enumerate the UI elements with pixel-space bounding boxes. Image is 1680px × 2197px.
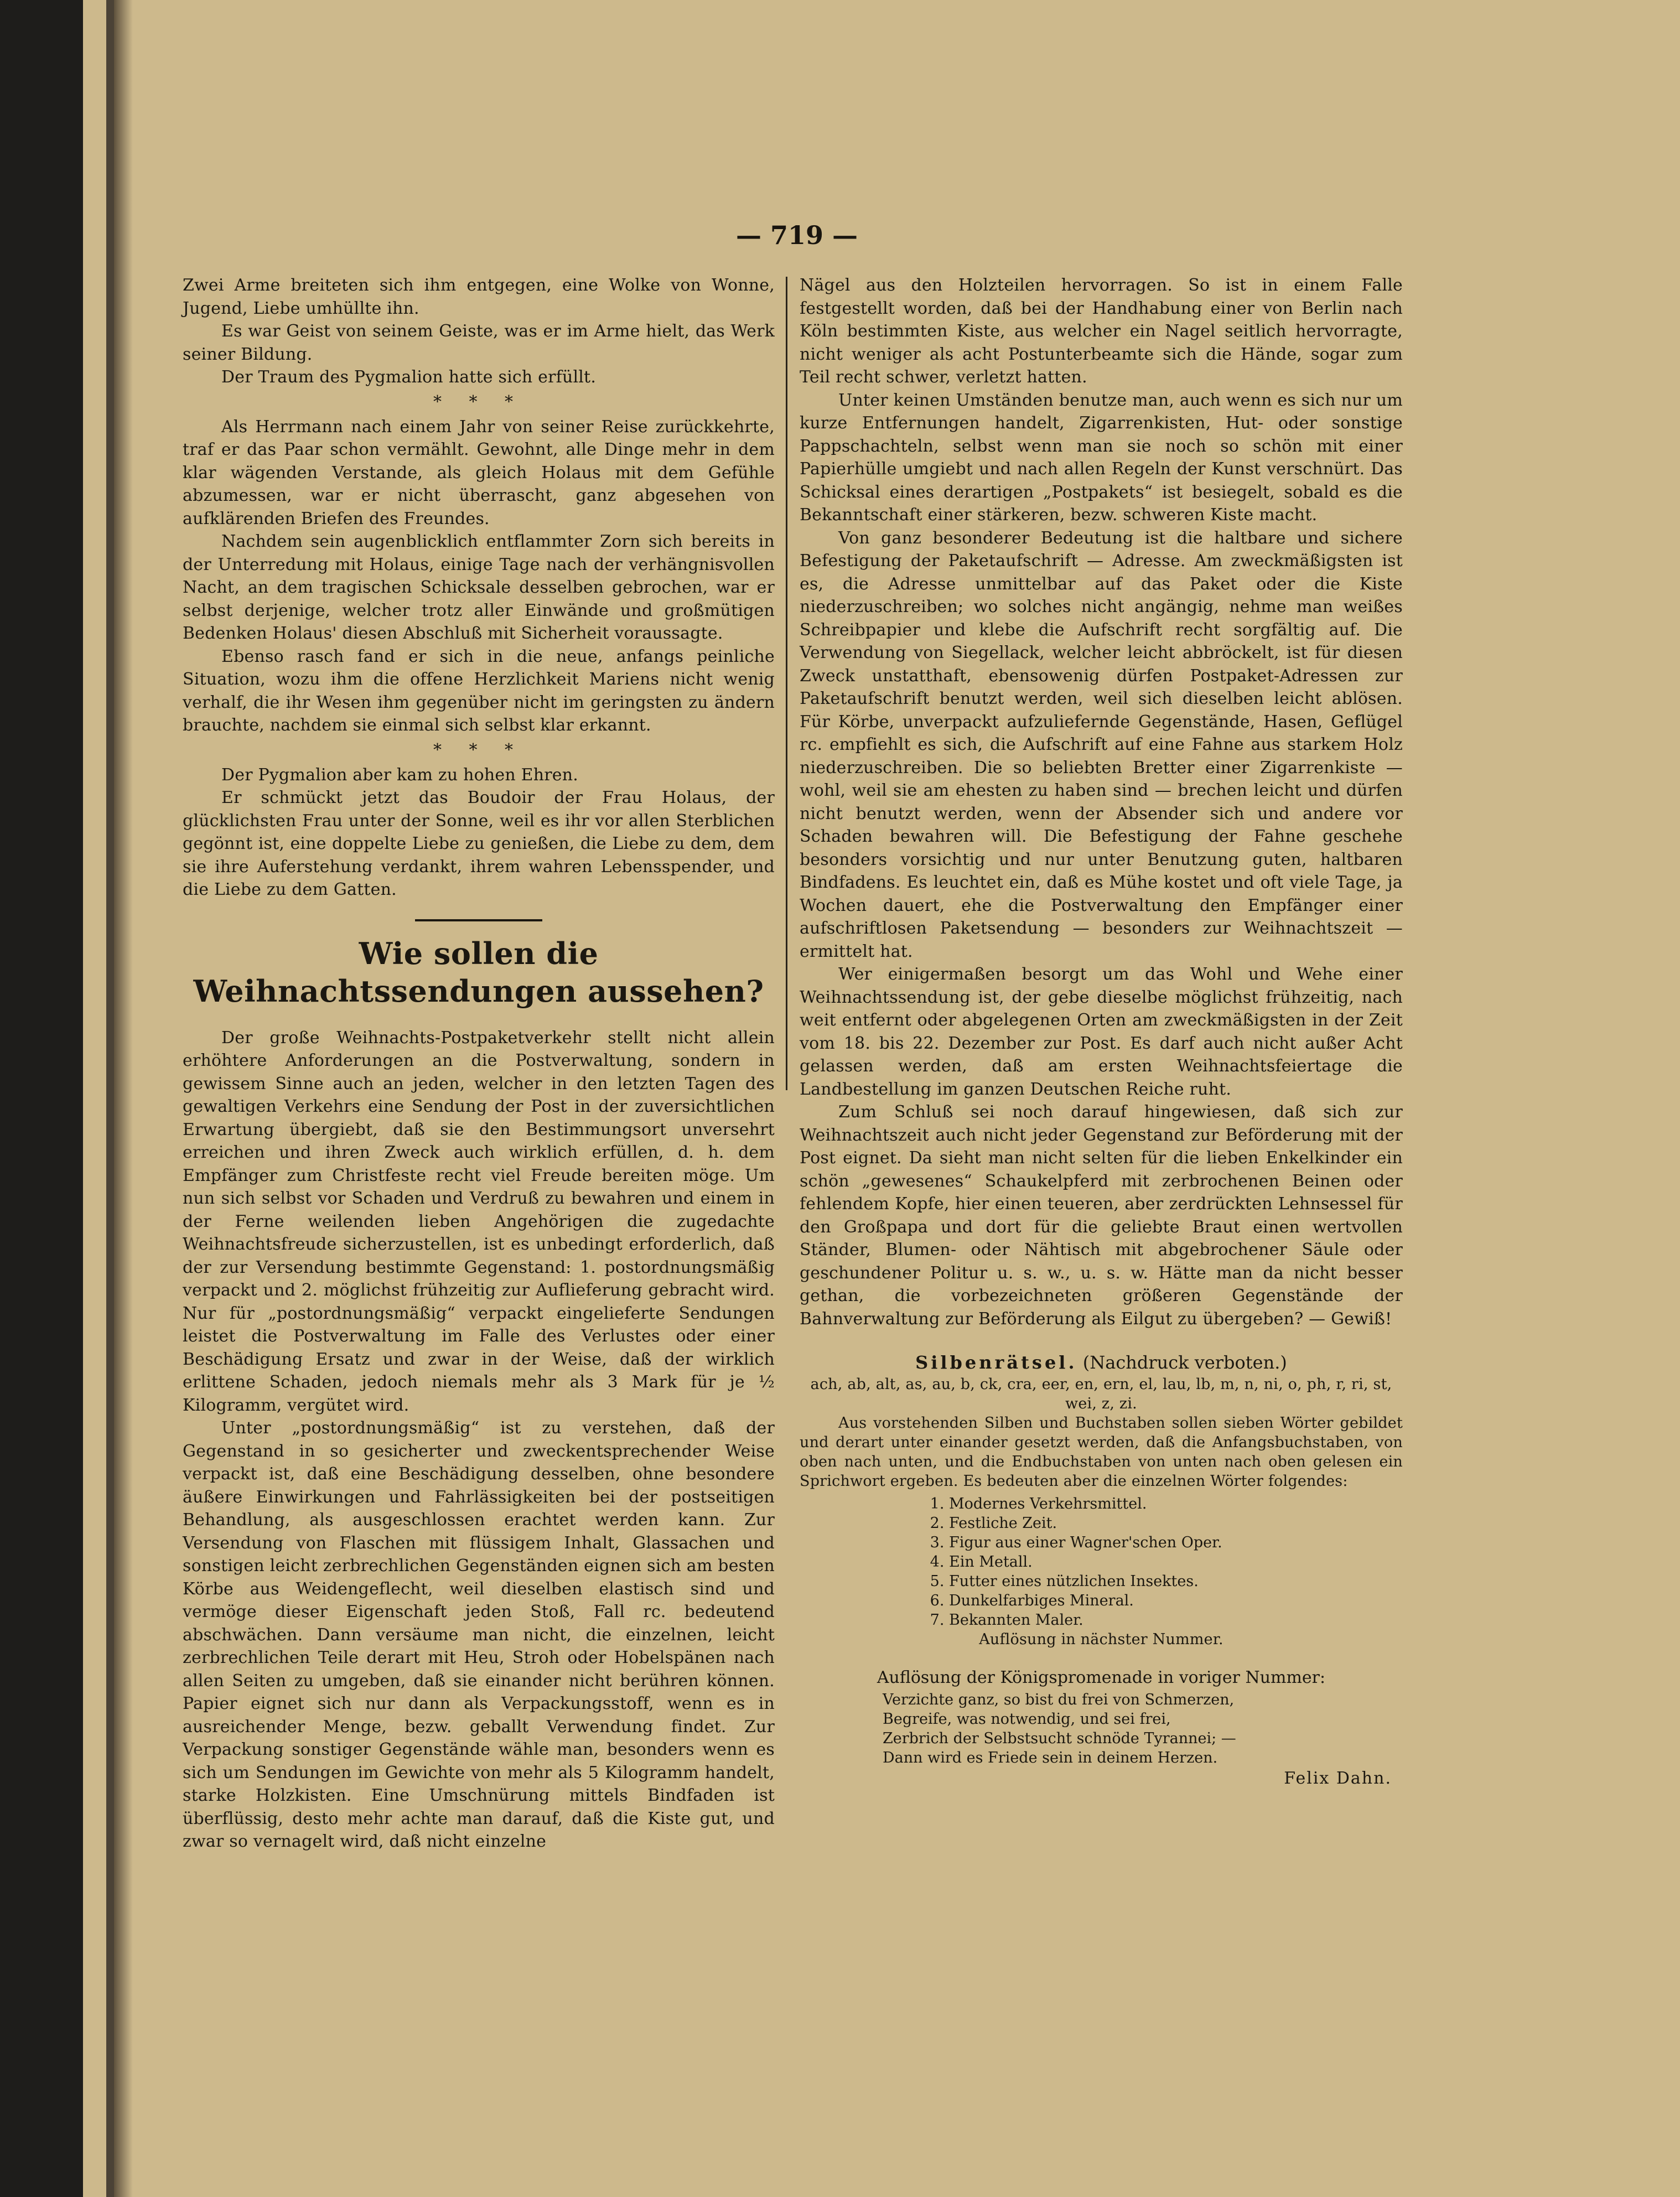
article-paragraph: Wer einigermaßen besorgt um das Wohl und Wehe einer Weihnachtssendung ist, der gebe dieselbe möglichst frühzeitig, nach weit entfernt oder abgelegenen Orten am zweckmäßigsten in der Zeit vom 18. bis 22. Dezember zur Post. Es darf auch nicht außer Acht gelassen werden, daß am ersten Weihnachtsfeiertage die Landbestellung im ganzen Deutschen Reiche ruht. xyxy=(800,965,1403,1099)
article-paragraph: Der große Weihnachts-Postpaketverkehr stellt nicht allein erhöhtere Anforderungen an die Postverwaltung, sondern in gewissem Sinne auch an jeden, welcher in den letzten Tagen des gewaltigen Verkehrs eine Sendung der Post in der zuversichtlichen Erwartung übergiebt, daß sie den Bestimmungsort unversehrt erreichen und ihren Zweck auch wirklich erfüllen, d. h. dem Empfänger zum Christfeste recht viel Freude bereiten möge. Um nun sich selbst vor Schaden und Verdruß zu bewahren und einem in der Ferne weilenden lieben Angehörigen die zugedachte Weihnachtsfreude sicherzustellen, ist es unbedingt erforderlich, daß der zur Versendung bestimmte Gegenstand: 1. postordnungsmäßig verpackt und 2. möglichst frühzeitig zur Auflieferung gebracht wird. Nur für „postordnungsmäßig“ verpackt eingelieferte Sendungen leistet die Postverwaltung im Falle des Verlustes oder einer Beschädigung Ersatz und zwar in der Weise, daß der wirklich erlittene Schaden, jedoch niemals mehr als 3 Mark für je ½ Kilogramm, vergütet wird. xyxy=(183,1028,775,1415)
section-stars: * * * xyxy=(433,392,525,412)
riddle-clue: 4. Ein Metall. xyxy=(949,1552,1403,1572)
riddle-syllables: ach, ab, alt, as, au, b, ck, cra, eer, en, ern, el, lau, lb, m, n, ni, o, ph, r, ri, st, wei, z, zi. xyxy=(810,1376,1392,1412)
riddle-clue: 5. Futter eines nützlichen Insektes. xyxy=(949,1572,1403,1591)
article-heading: Wie sollen die Weihnachtssendungen aussehen? xyxy=(193,935,764,1009)
story-paragraph: Zwei Arme breiteten sich ihm entgegen, eine Wolke von Wonne, Jugend, Liebe umhüllte ihn. xyxy=(183,276,775,318)
story-paragraph: Der Traum des Pygmalion hatte sich erfüllt. xyxy=(221,367,597,387)
article-paragraph: Unter „postordnungsmäßig“ ist zu verstehen, daß der Gegenstand in so gesicherter und zweckentsprechender Weise verpackt ist, daß eine Beschädigung desselben, ohne besondere äußere Einwirkungen und Fahrlässigkeiten bei der postseitigen Behandlung, als ausgeschlossen erachtet werden kann. Zur Versendung von Flaschen mit flüssigem Inhalt, Glassachen und sonstigen leicht zerbrechlichen Gegenständen eignen sich am besten Körbe aus Weidengeflecht, weil dieselben elastisch sind und vermöge dieser Eigenschaft jeden Stoß, Fall rc. bedeutend abschwächen. Dann versäume man nicht, die einzelnen, leicht zerbrechlichen Teile derart mit Heu, Stroh oder Hobelspänen nach allen Seiten zu umgeben, daß sie einander nicht berühren können. Papier eignet sich nur dann als Verpackungsstoff, wenn es in ausreichender Menge, bezw. geballt Verwendung findet. Zur Verpackung sonstiger Gegenstände wähle man, besonders wenn es sich um Sendungen im Gewichte von mehr als 5 Kilogramm handelt, starke Holzkisten. Eine Umschnürung mittels Bindfaden ist überflüssig, desto mehr achte man darauf, daß die Kiste gut, und zwar so vernagelt wird, daß nicht einzelne xyxy=(183,1418,775,1851)
riddle-title: Silbenrätsel. xyxy=(915,1352,1077,1373)
story-paragraph: Ebenso rasch fand er sich in die neue, anfangs peinliche Situation, wozu ihm die offene Herzlichkeit Mariens nicht wenig verhalf, die ihr Wesen ihm gegenüber nicht im geringsten zu ändern brauchte, nachdem sie einmal sich selbst klar erkannt. xyxy=(183,646,775,735)
riddle-clue: 1. Modernes Verkehrsmittel. xyxy=(949,1494,1403,1514)
riddle-heading xyxy=(800,1350,1403,1375)
binding-gutter xyxy=(106,0,114,2197)
poem-line: Dann wird es Friede sein in deinem Herzen. xyxy=(883,1749,1218,1766)
column-divider xyxy=(786,277,787,1090)
page-shadow xyxy=(114,0,133,2197)
solution-poem xyxy=(800,1690,1403,1768)
story-paragraph: Nachdem sein augenblicklich entflammter Zorn sich bereits in der Unterredung mit Holaus, einige Tage nach der verhängnisvollen Nacht, an dem tragischen Schicksale desselben gebrochen, war er selbst derjenige, welcher trotz aller Einwände und großmütigen Bedenken Holaus' diesen Abschluß mit Sicherheit voraussagte. xyxy=(183,532,775,643)
riddle-clue: 7. Bekannten Maler. xyxy=(949,1610,1403,1630)
solution-heading: Auflösung der Königspromenade in voriger Nummer: xyxy=(877,1668,1326,1687)
article-paragraph: Von ganz besonderer Bedeutung ist die haltbare und sichere Befestigung der Paketaufschrift — Adresse. Am zweckmäßigsten ist es, die Adresse unmittelbar auf das Paket oder die Kiste niederzuschreiben; wo solches nicht angängig, nehme man weißes Schreibpapier und klebe die Aufschrift recht sorgfältig auf. Die Verwendung von Siegellack, welcher leicht abbröckelt, ist für diesen Zweck unstatthaft, ebensowenig dürfen Postpaket-Adressen zur Paketaufschrift benutzt werden, weil sich dieselben leicht ablösen. Für Körbe, unverpackt aufzuliefernde Gegenstände, Hasen, Geflügel rc. empfiehlt es sich, die Aufschrift auf eine Fahne aus starkem Holz niederzuschreiben. Die so beliebten Bretter einer Zigarrenkiste — wohl, weil sie am ehesten zu haben sind — brechen leicht und dürfen nicht benutzt werden, wenn der Absender sich und andere vor Schaden bewahren will. Die Befestigung der Fahne geschehe besonders vorsichtig und nur unter Benutzung guten, haltbaren Bindfadens. Es leuchtet ein, daß es Mühe kostet und oft viele Tage, ja Wochen dauert, ehe die Postverwaltung den Empfänger einer aufschriftlosen Paketsendung — besonders zur Weihnachtszeit — ermittelt hat. xyxy=(800,528,1403,961)
riddle-clue: 6. Dunkelfarbiges Mineral. xyxy=(949,1591,1403,1610)
author-signature: Felix Dahn. xyxy=(1284,1769,1392,1788)
article-paragraph: Zum Schluß sei noch darauf hingewiesen, daß sich zur Weihnachtszeit auch nicht jeder Gegenstand zur Beförderung mit der Post eignet. Da sieht man nicht selten für die lieben Enkelkinder ein schön „gewesenes“ Schaukelpferd mit zerbrochenen Beinen oder fehlendem Kopfe, hier einen teueren, aber zerdrückten Lehnsessel für den Großpapa und dort für die geliebte Braut einen wertvollen Ständer, Blumen- oder Nähtisch mit abgebrochener Säule oder geschundener Politur u. s. w., u. s. w. Hätte man da nicht besser gethan, die vorbezeichneten größeren Gegenstände der Bahnverwaltung zur Beförderung als Eilgut zu übergeben? — Gewiß! xyxy=(800,1102,1403,1329)
riddle-copyright-note: (Nachdruck verboten.) xyxy=(1082,1352,1287,1373)
section-stars: * * * xyxy=(433,740,525,760)
article-paragraph: Unter keinen Umständen benutze man, auch wenn es sich nur um kurze Entfernungen handelt, Zigarrenkisten, Hut- oder sonstige Pappschachteln, selbst wenn man sie noch so schön mit einer Papierhülle umgiebt und nach allen Regeln der Kunst verschnürt. Das Schicksal eines derartigen „Postpakets“ ist besiegelt, sobald es die Bekanntschaft einer stärkeren, bezw. schweren Kiste macht. xyxy=(800,390,1403,525)
riddle-solution-note: Auflösung in nächster Nummer. xyxy=(979,1631,1223,1648)
riddle-clue-list xyxy=(800,1494,1403,1630)
story-paragraph: Als Herrmann nach einem Jahr von seiner Reise zurückkehrte, traf er das Paar schon vermählt. Gewohnt, alle Dinge mehr in dem klar wägenden Verstande, als gleich Holaus mit dem Gefühle abzumessen, war er nicht überrascht, ganz abgesehen von aufklärenden Briefen des Freundes. xyxy=(183,417,775,528)
facing-page-edge xyxy=(0,0,83,2197)
story-paragraph: Es war Geist von seinem Geiste, was er im Arme hielt, das Werk seiner Bildung. xyxy=(183,322,775,364)
story-paragraph: Der Pygmalion aber kam zu hohen Ehren. xyxy=(221,765,578,785)
article-separator xyxy=(415,919,542,921)
right-column xyxy=(800,274,1403,1790)
poem-line: Begreife, was notwendig, und sei frei, xyxy=(883,1711,1171,1728)
page-number: — 719 — xyxy=(735,220,858,250)
article-paragraph: Nägel aus den Holzteilen hervorragen. So ist in einem Falle festgestellt worden, daß bei der Handhabung einer von Berlin nach Köln bestimmten Kiste, aus welcher ein Nagel seitlich hervorragte, nicht weniger als acht Postunterbeamte sich die Hände, sogar zum Teil recht schwer, verletzt hatten. xyxy=(800,276,1403,387)
poem-line: Verzichte ganz, so bist du frei von Schmerzen, xyxy=(883,1691,1235,1708)
poem-line: Zerbrich der Selbstsucht schnöde Tyrannei; — xyxy=(883,1730,1236,1747)
left-column xyxy=(183,274,775,1853)
riddle-clue: 3. Figur aus einer Wagner'schen Oper. xyxy=(949,1533,1403,1552)
story-paragraph: Er schmückt jetzt das Boudoir der Frau Holaus, der glücklichsten Frau unter der Sonne, weil es ihr vor allen Sterblichen gegönnt ist, eine doppelte Liebe zu genießen, die Liebe zu dem, dem sie ihre Auferstehung verdankt, ihrem wahren Lebensspender, und die Liebe zu dem Gatten. xyxy=(183,788,775,899)
riddle-clue: 2. Festliche Zeit. xyxy=(949,1514,1403,1533)
riddle-instructions: Aus vorstehenden Silben und Buchstaben sollen sieben Wörter gebildet und derart unter einander gesetzt werden, daß die Anfangsbuchstaben, von oben nach unten, und die Endbuchstaben von unten nach oben gelesen ein Sprichwort ergeben. Es bedeuten aber die einzelnen Wörter folgendes: xyxy=(800,1414,1403,1490)
